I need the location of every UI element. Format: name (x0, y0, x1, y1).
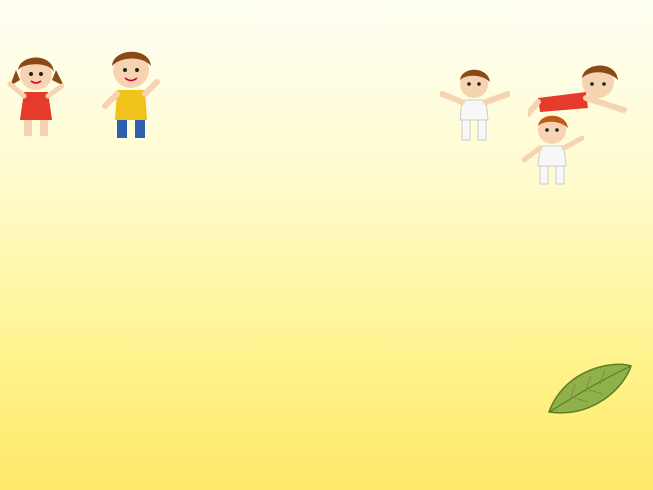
child-dancing-illustration (520, 112, 590, 190)
child-stretching-illustration (528, 58, 628, 118)
child-boy-illustration (95, 42, 165, 142)
child-exercising-illustration (440, 64, 510, 144)
green-leaf-icon (545, 360, 635, 420)
child-girl-illustration (6, 50, 68, 140)
autumn-leaves-bottom-border (0, 410, 653, 490)
